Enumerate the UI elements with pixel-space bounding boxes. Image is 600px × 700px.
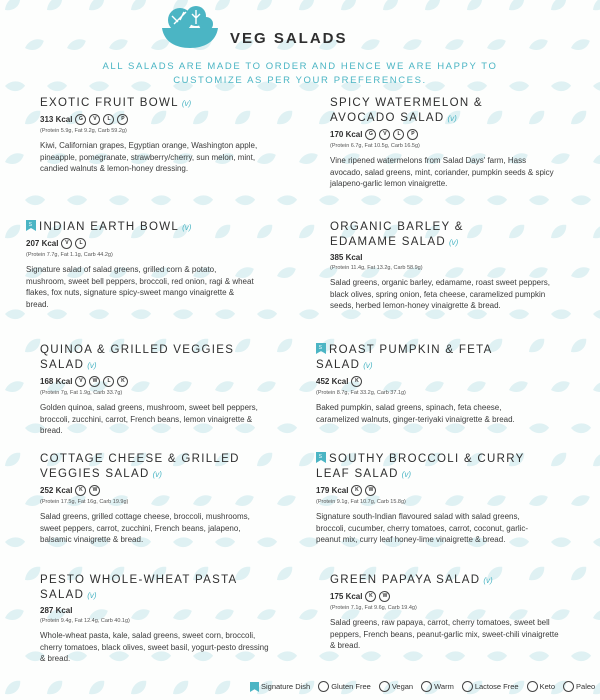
kcal-row [40,606,270,615]
item-name-line-2: SALAD [40,589,85,601]
item-name-line-1: ORGANIC BARLEY & [330,221,464,233]
kcal: 313 Kcal [40,115,73,124]
subtitle [70,60,530,88]
menu-item [40,96,270,175]
legend-entry [462,681,519,692]
legend-label: Vegan [391,682,414,691]
legend-entry [379,681,413,692]
keto-icon: K [351,485,362,496]
macros: (Protein 5.9g, Fat 9.2g, Carb 59.2g) [40,128,127,134]
macros: (Protein 8.7g, Fat 33.2g, Carb 37.1g) [316,390,406,396]
subtitle-line-2: CUSTOMIZE AS PER YOUR PREFERENCES. [173,75,427,86]
kcal-row [26,238,256,249]
item-description: Salad greens, organic barley, edamame, roast sweet peppers, black olives, spring onion, feta cheese, caramelized pumpkin seeds, herbed lemon-honey vinaigrette & bread. [330,278,550,310]
keto-icon [527,681,538,692]
item-name-line-1: INDIAN EARTH BOWL [39,221,180,233]
item-name [40,343,270,373]
keto-icon: K [365,591,376,602]
item-description: Golden quinoa, salad greens, mushroom, sweet bell peppers, broccoli, zucchini, carrot, French beans, lemon vinaigrette & bread. [40,403,258,435]
kcal: 170 Kcal [330,130,363,139]
menu-item [40,452,270,546]
page-title: VEG SALADS [230,30,348,47]
lactose-free-icon: L [75,238,86,249]
menu-header [0,0,600,100]
item-name [26,220,256,235]
gluten-free-icon: G [75,114,86,125]
veg-mark: (v) [182,223,192,232]
vegan-icon: V [89,114,100,125]
item-name [330,96,560,126]
signature-dish-icon [250,682,259,692]
item-description: Kiwi, Californian grapes, Egyptian orange, Washington apple, pineapple, pomegranate, strawberry/cherry, sun melon, mint, candied walnuts & lemon-honey dressing. [40,141,258,173]
kcal: 452 Kcal [316,377,349,386]
kcal-row [40,114,270,125]
item-description: Signature south-Indian flavoured salad with salad greens, broccoli, cucumber, cherry tomatoes, carrot, coconut, garlic-peanut mix, curry leaf honey-lime vinaigrette & bread. [316,512,529,544]
menu-item [316,452,546,546]
item-name-line-2: SALAD [40,359,85,371]
kcal-row [330,129,560,140]
legend-entry [563,681,595,692]
vegan-icon [379,681,390,692]
signature-dish-icon [316,452,326,463]
warm-icon: W [365,485,376,496]
legend-entry [318,681,371,692]
warm-icon [421,681,432,692]
kcal: 207 Kcal [26,239,59,248]
paleo-icon [563,681,574,692]
legend-entry [527,681,555,692]
item-name-line-1: PESTO WHOLE-WHEAT PASTA [40,574,238,586]
item-description: Signature salad of salad greens, grilled corn & potato, mushroom, sweet bell peppers, broccoli, red onion, ragi & wheat flakes, fox nuts, signature spicy-sweet mango vinaigrette & bread. [26,265,254,309]
menu-item [330,220,560,312]
menu-item [40,343,270,437]
menu-item [330,573,560,652]
macros: (Protein 9.1g, Fat 10.7g, Carb 15.8g) [316,499,406,505]
kcal: 179 Kcal [316,486,349,495]
legend-label: Keto [539,682,556,691]
kcal: 168 Kcal [40,377,73,386]
vegan-icon: V [61,238,72,249]
veg-mark: (v) [448,238,459,247]
vegan-icon: V [75,376,86,387]
item-name [316,452,546,482]
svg-text:S: S [28,222,34,228]
warm-icon: W [379,591,390,602]
macros: (Protein 17.5g, Fat 16g, Carb 19.9g) [40,499,129,505]
legend-entry [250,682,310,692]
veg-mark: (v) [181,99,192,108]
kcal-row [40,485,270,496]
veg-mark: (v) [87,361,97,370]
kcal-row [40,376,270,387]
item-name-line-1: SPICY WATERMELON & [330,97,483,109]
kcal-row [316,485,546,496]
lactose-free-icon: L [103,376,114,387]
item-name [40,452,270,482]
vegan-icon: V [379,129,390,140]
lactose-free-icon: L [393,129,404,140]
paleo-icon: P [407,129,418,140]
menu-item [40,573,270,665]
macros: (Protein 6.7g, Fat 10.5g, Carb 16.5g) [330,143,420,149]
veg-mark: (v) [87,591,97,600]
warm-icon: W [89,376,100,387]
veg-mark: (v) [447,114,457,123]
kcal: 385 Kcal [330,253,363,262]
lactose-free-icon: L [103,114,114,125]
item-name-line-2: AVOCADO SALAD [330,112,445,124]
macros: (Protein 9.4g, Fat 12.4g, Carb 40.1g) [40,618,130,624]
kcal-row [330,253,560,262]
item-name-line-1: ROAST PUMPKIN & FETA [329,344,493,356]
paleo-icon: P [117,114,128,125]
menu-item [330,96,560,190]
svg-text:S: S [318,345,324,351]
legend-label: Gluten Free [331,682,371,691]
item-description: Vine ripened watermelons from Salad Days' farm, Hass avocado, salad greens, mint, coriander, pumpkin seeds & spicy jalapeno-garlic lemon vinaigrette. [330,156,554,188]
item-name-line-2: LEAF SALAD [316,468,399,480]
item-name [40,96,270,111]
item-name [316,343,546,373]
macros: (Protein 11.4g, Fat 13.2g, Carb 58.9g) [330,265,423,271]
keto-icon: K [351,376,362,387]
keto-icon: K [117,376,128,387]
macros: (Protein 7.1g, Fat 9.6g, Carb 19.4g) [330,605,417,611]
item-name [330,220,560,250]
keto-icon: K [75,485,86,496]
item-name-line-2: VEGGIES SALAD [40,468,150,480]
gluten-free-icon [318,681,329,692]
veg-mark: (v) [483,576,493,585]
item-name-line-1: COTTAGE CHEESE & GRILLED [40,453,240,465]
menu-item [316,343,546,425]
legend-label: Paleo [576,682,596,691]
kcal: 252 Kcal [40,486,73,495]
subtitle-line-1: ALL SALADS ARE MADE TO ORDER AND HENCE WE ARE HAPPY TO [102,61,498,72]
veg-mark: (v) [152,470,162,479]
icon-legend [250,681,595,692]
warm-icon: W [89,485,100,496]
kcal: 175 Kcal [330,592,363,601]
item-description: Baked pumpkin, salad greens, spinach, feta cheese, caramelized walnuts, ginger-teriyaki vinaigrette & bread. [316,403,515,424]
legend-label: Signature Dish [261,682,311,691]
lactose-free-icon [462,681,473,692]
macros: (Protein 7.7g, Fat 1.1g, Carb 44.2g) [26,252,113,258]
item-name [330,573,560,588]
veg-mark: (v) [401,470,411,479]
kcal-row [316,376,546,387]
item-name-line-2: SALAD [316,359,361,371]
signature-dish-icon [316,343,326,354]
salad-bowl-logo-icon [158,4,222,50]
signature-dish-icon [26,220,36,231]
item-description: Salad greens, raw papaya, carrot, cherry tomatoes, sweet bell peppers, French beans, peanut-garlic mix, sweet-chili vinaigrette & bread. [330,618,559,650]
kcal: 287 Kcal [40,606,73,615]
legend-label: Warm [434,682,454,691]
item-description: Whole-wheat pasta, kale, salad greens, sweet corn, broccoli, cherry tomatoes, black olives, sweet basil, yogurt-pesto dressing & bread. [40,631,269,663]
item-name-line-1: SOUTHY BROCCOLI & CURRY [329,453,525,465]
item-name-line-1: GREEN PAPAYA SALAD [330,574,481,586]
svg-text:S: S [318,454,324,460]
kcal-row [330,591,560,602]
item-description: Salad greens, grilled cottage cheese, broccoli, mushrooms, sweet peppers, carrot, zucchini, French beans, jalapeno, balsamic vinaigrette & bread. [40,512,250,544]
legend-entry [421,681,454,692]
menu-item [26,220,256,310]
macros: (Protein 7g, Fat 1.9g, Carb 33.7g) [40,390,123,396]
item-name-line-2: EDAMAME SALAD [330,236,446,248]
item-name-line-1: EXOTIC FRUIT BOWL [40,97,179,109]
veg-mark: (v) [363,361,373,370]
item-name-line-1: QUINOA & GRILLED VEGGIES [40,344,235,356]
item-name [40,573,270,603]
gluten-free-icon: G [365,129,376,140]
legend-label: Lactose Free [474,682,519,691]
